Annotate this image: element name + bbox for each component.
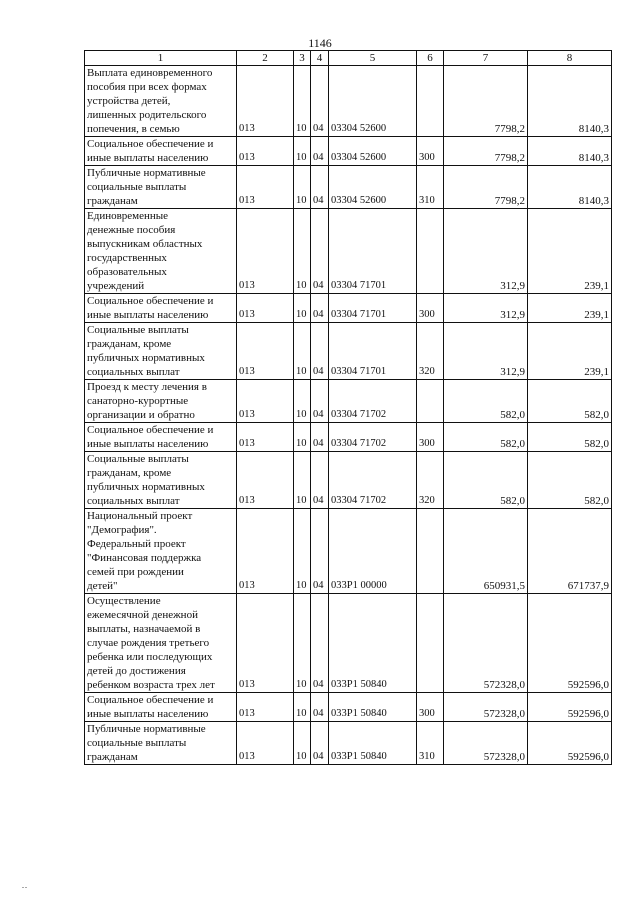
column-7-cell: 572328,0 [444,693,528,722]
column-4-cell: 04 [311,294,329,323]
column-2-cell: 013 [237,294,294,323]
name-cell: Социальное обеспечение и иные выплаты населению [85,693,237,722]
header-row [85,51,612,66]
column-7-cell: 312,9 [444,323,528,380]
column-7-cell: 582,0 [444,423,528,452]
table-row [85,594,612,693]
column-8-cell: 582,0 [528,423,612,452]
column-6-cell [417,380,444,423]
name-cell: Осуществление ежемесячной денежной выплаты, назначаемой в случае рождения третьего ребенка или последующих детей до достижения ребенком возраста трех лет [85,594,237,693]
column-4-cell: 04 [311,594,329,693]
column-8-cell: 239,1 [528,294,612,323]
column-6-cell: 320 [417,323,444,380]
column-7-cell: 312,9 [444,294,528,323]
column-8-cell: 8140,3 [528,137,612,166]
name-cell: Социальное обеспечение и иные выплаты населению [85,423,237,452]
table-row [85,323,612,380]
column-3-cell: 10 [294,452,311,509]
column-5-cell: 033P1 50840 [329,594,417,693]
column-7-cell: 582,0 [444,452,528,509]
table-row [85,693,612,722]
name-cell: Социальные выплаты гражданам, кроме публичных нормативных социальных выплат [85,323,237,380]
column-2-cell: 013 [237,693,294,722]
column-5-cell: 03304 71701 [329,323,417,380]
column-8-cell: 239,1 [528,323,612,380]
column-4-cell: 04 [311,166,329,209]
column-3-cell: 10 [294,380,311,423]
column-8-cell: 592596,0 [528,594,612,693]
column-8-cell: 8140,3 [528,166,612,209]
column-6-cell: 300 [417,693,444,722]
column-4-cell: 04 [311,452,329,509]
table-row [85,137,612,166]
header-cell: 5 [329,51,417,66]
name-cell: Социальное обеспечение и иные выплаты населению [85,294,237,323]
column-7-cell: 572328,0 [444,722,528,765]
column-7-cell: 650931,5 [444,509,528,594]
column-5-cell: 033P1 00000 [329,509,417,594]
column-2-cell: 013 [237,423,294,452]
name-cell: Выплата единовременного пособия при всех формах устройства детей, лишенных родительского попечения, в семью [85,66,237,137]
column-5-cell: 03304 71702 [329,380,417,423]
name-cell: Единовременные денежные пособия выпускникам областных государственных образовательных учреждений [85,209,237,294]
page-number: 1146 [308,36,332,50]
column-8-cell: 582,0 [528,452,612,509]
column-4-cell: 04 [311,137,329,166]
header-cell: 6 [417,51,444,66]
column-3-cell: 10 [294,323,311,380]
column-8-cell: 8140,3 [528,66,612,137]
name-cell: Публичные нормативные социальные выплаты гражданам [85,166,237,209]
column-3-cell: 10 [294,66,311,137]
header-cell: 3 [294,51,311,66]
column-4-cell: 04 [311,722,329,765]
column-2-cell: 013 [237,66,294,137]
column-5-cell: 033P1 50840 [329,693,417,722]
column-3-cell: 10 [294,209,311,294]
column-5-cell: 03304 52600 [329,166,417,209]
scan-mark: .. [22,881,28,890]
column-5-cell: 03304 71702 [329,452,417,509]
header-cell: 7 [444,51,528,66]
column-6-cell: 300 [417,137,444,166]
column-5-cell: 03304 52600 [329,137,417,166]
name-cell: Публичные нормативные социальные выплаты гражданам [85,722,237,765]
table-row [85,509,612,594]
table-row [85,452,612,509]
column-3-cell: 10 [294,594,311,693]
header-cell: 1 [85,51,237,66]
column-3-cell: 10 [294,423,311,452]
column-7-cell: 572328,0 [444,594,528,693]
column-3-cell: 10 [294,137,311,166]
name-cell: Социальные выплаты гражданам, кроме публичных нормативных социальных выплат [85,452,237,509]
table-row [85,722,612,765]
column-2-cell: 013 [237,722,294,765]
column-2-cell: 013 [237,380,294,423]
column-5-cell: 033P1 50840 [329,722,417,765]
table-row [85,423,612,452]
column-3-cell: 10 [294,693,311,722]
column-8-cell: 671737,9 [528,509,612,594]
column-7-cell: 582,0 [444,380,528,423]
header-cell: 4 [311,51,329,66]
column-2-cell: 013 [237,166,294,209]
column-7-cell: 7798,2 [444,166,528,209]
column-6-cell [417,66,444,137]
column-8-cell: 592596,0 [528,722,612,765]
column-3-cell: 10 [294,722,311,765]
column-6-cell: 300 [417,294,444,323]
column-2-cell: 013 [237,137,294,166]
column-2-cell: 013 [237,209,294,294]
header-cell: 8 [528,51,612,66]
table-row [85,380,612,423]
column-6-cell: 320 [417,452,444,509]
column-4-cell: 04 [311,509,329,594]
header-cell: 2 [237,51,294,66]
column-2-cell: 013 [237,594,294,693]
column-6-cell [417,209,444,294]
column-3-cell: 10 [294,509,311,594]
column-6-cell [417,509,444,594]
column-6-cell [417,594,444,693]
column-7-cell: 312,9 [444,209,528,294]
budget-table [84,50,612,765]
table-row [85,294,612,323]
column-8-cell: 592596,0 [528,693,612,722]
column-5-cell: 03304 71702 [329,423,417,452]
name-cell: Национальный проект "Демография". Федеральный проект "Финансовая поддержка семей при рождении детей" [85,509,237,594]
column-8-cell: 239,1 [528,209,612,294]
column-2-cell: 013 [237,509,294,594]
column-4-cell: 04 [311,209,329,294]
column-4-cell: 04 [311,380,329,423]
column-3-cell: 10 [294,294,311,323]
column-3-cell: 10 [294,166,311,209]
column-6-cell: 310 [417,166,444,209]
name-cell: Проезд к месту лечения в санаторно-курортные организации и обратно [85,380,237,423]
column-4-cell: 04 [311,423,329,452]
column-2-cell: 013 [237,323,294,380]
column-8-cell: 582,0 [528,380,612,423]
table-body [85,51,612,765]
table-row [85,209,612,294]
column-7-cell: 7798,2 [444,137,528,166]
column-5-cell: 03304 71701 [329,209,417,294]
column-2-cell: 013 [237,452,294,509]
column-4-cell: 04 [311,66,329,137]
table-row [85,66,612,137]
column-4-cell: 04 [311,693,329,722]
column-6-cell: 300 [417,423,444,452]
column-7-cell: 7798,2 [444,66,528,137]
column-5-cell: 03304 52600 [329,66,417,137]
column-6-cell: 310 [417,722,444,765]
name-cell: Социальное обеспечение и иные выплаты населению [85,137,237,166]
column-5-cell: 03304 71701 [329,294,417,323]
table-row [85,166,612,209]
column-4-cell: 04 [311,323,329,380]
